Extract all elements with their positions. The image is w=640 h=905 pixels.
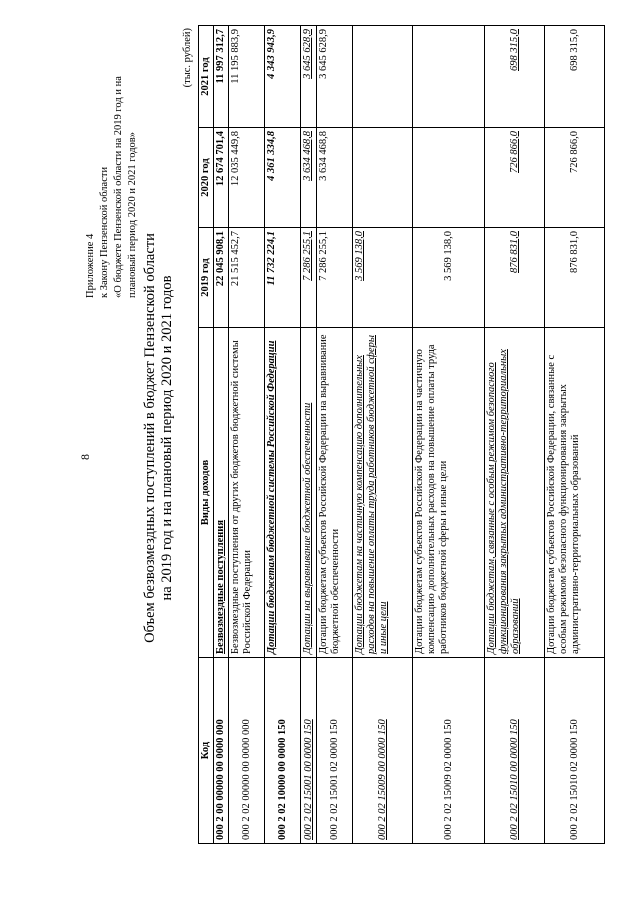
row-value-2021: 3 645 628,9: [301, 26, 317, 128]
row-name: Безвозмездные поступления от других бюджетов бюджетной системы Российской Федерации: [229, 328, 265, 658]
row-value-2021: [353, 26, 413, 128]
row-value-2021: 3 645 628,9: [317, 26, 353, 128]
title-line: на 2019 год и на плановый период 2020 и 2021 годов: [159, 275, 175, 601]
row-value-2019: 22 045 908,1: [214, 228, 229, 328]
row-value-2019: 3 569 138,0: [353, 228, 413, 328]
row-value-2019: 7 286 255,1: [301, 228, 317, 328]
appendix-line: плановый период 2020 и 2021 годов»: [127, 132, 138, 298]
row-value-2020: 3 634 468,8: [317, 128, 353, 228]
table-row: [301, 26, 317, 844]
row-name: Дотации бюджетам субъектов Российской Федерации, связанные с особым режимом безопасного функционирования закрытых административно-территориальных образований: [545, 328, 605, 658]
row-value-2019: 7 286 255,1: [317, 228, 353, 328]
row-value-2020: 4 361 334,8: [265, 128, 301, 228]
table-row: [353, 26, 413, 844]
appendix-header: [84, 26, 140, 298]
row-value-2021: 4 343 943,9: [265, 26, 301, 128]
row-value-2019: 3 569 138,0: [413, 228, 485, 328]
row-value-2020: 12 674 701,4: [214, 128, 229, 228]
header-code: Код: [199, 658, 214, 844]
row-value-2020: [353, 128, 413, 228]
row-value-2021: 698 315,0: [545, 26, 605, 128]
row-name: Дотации бюджетам, связанные с особым режимом безопасного функционирования закрытых административно-территориальных образований: [485, 328, 545, 658]
row-value-2020: 726 866,0: [485, 128, 545, 228]
table-row: [317, 26, 353, 844]
row-code: 000 2 02 15009 00 0000 150: [353, 658, 413, 844]
row-name: Дотации бюджетам на частичную компенсацию дополнительных расходов на повышение оплаты труда работников бюджетной сферы и иные цели: [353, 328, 413, 658]
page-number: 8: [78, 454, 92, 460]
row-code: 000 2 02 00000 00 0000 000: [229, 658, 265, 844]
row-code: 000 2 02 15009 02 0000 150: [413, 658, 485, 844]
appendix-line: к Закону Пензенской области: [99, 166, 110, 298]
row-code: 000 2 02 10000 00 0000 150: [265, 658, 301, 844]
table-row: [485, 26, 545, 844]
row-value-2021: [413, 26, 485, 128]
title-line: Объем безвозмездных поступлений в бюджет Пензенской области: [142, 233, 158, 643]
row-value-2019: 876 831,0: [545, 228, 605, 328]
header-2021: 2021 год: [199, 26, 214, 128]
row-name: Безвозмездные поступления: [214, 328, 229, 658]
table-row: [413, 26, 485, 844]
row-value-2021: 698 315,0: [485, 26, 545, 128]
row-value-2019: 11 732 224,1: [265, 228, 301, 328]
page-title: [142, 98, 176, 778]
row-value-2020: 3 634 468,8: [301, 128, 317, 228]
row-name: Дотации бюджетам субъектов Российской Федерации на частичную компенсацию дополнительных расходов на повышение оплаты труда работников бюджетной сферы и иные цели: [413, 328, 485, 658]
appendix-line: Приложение 4: [85, 233, 96, 298]
row-code: 000 2 02 15010 02 0000 150: [545, 658, 605, 844]
row-name: Дотации бюджетам субъектов Российской Федерации на выравнивание бюджетной обеспеченности: [317, 328, 353, 658]
table-row: [545, 26, 605, 844]
table-row: [265, 26, 301, 844]
row-code: 000 2 02 15001 02 0000 150: [317, 658, 353, 844]
appendix-line: «О бюджете Пензенской области на 2019 год и на: [113, 76, 124, 298]
row-value-2019: 876 831,0: [485, 228, 545, 328]
row-name: Дотации бюджетам бюджетной системы Российской Федерации: [265, 328, 301, 658]
revenue-table: [198, 25, 605, 844]
row-code: 000 2 02 15001 00 0000 150: [301, 658, 317, 844]
row-value-2020: [413, 128, 485, 228]
header-2020: 2020 год: [199, 128, 214, 228]
units-note: (тыс. рублей): [182, 28, 193, 88]
row-code: 000 2 00 00000 00 0000 000: [214, 658, 229, 844]
rotated-page: [78, 26, 581, 878]
table-row: [229, 26, 265, 844]
row-code: 000 2 02 15010 00 0000 150: [485, 658, 545, 844]
row-value-2021: 11 195 883,9: [229, 26, 265, 128]
header-2019: 2019 год: [199, 228, 214, 328]
row-value-2020: 12 035 449,8: [229, 128, 265, 228]
table-row: [214, 26, 229, 844]
row-value-2021: 11 997 312,7: [214, 26, 229, 128]
row-value-2019: 21 515 452,7: [229, 228, 265, 328]
row-name: Дотации на выравнивание бюджетной обеспеченности: [301, 328, 317, 658]
row-value-2020: 726 866,0: [545, 128, 605, 228]
header-name: Виды доходов: [199, 328, 214, 658]
table-header-row: [199, 26, 214, 844]
